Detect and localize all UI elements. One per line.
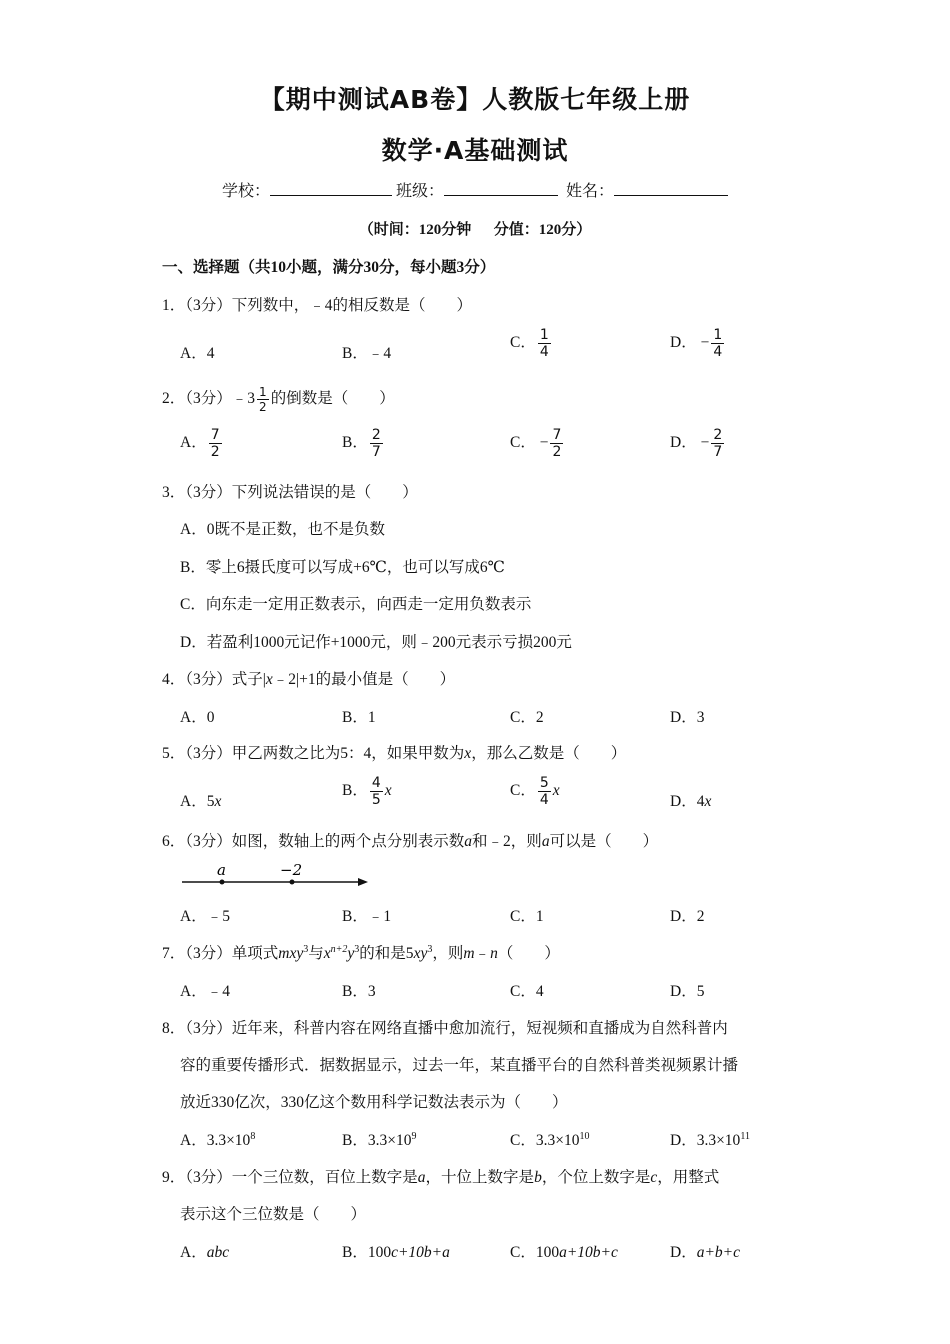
q3-option-b[interactable]: B．零上6摄氏度可以写成+6℃，也可以写成6℃	[180, 559, 506, 576]
q3-option-d[interactable]: D．若盈利1000元记作+1000元，则﹣200元表示亏损200元	[180, 634, 572, 651]
q8-option-b[interactable]: B．$3.3\times 10^9$	[342, 1130, 417, 1149]
q1-option-c[interactable]: C． $\frac{1}{4}$	[510, 327, 549, 360]
question-5: 5．（3分）甲乙两数之比为5：4，如果甲数为x，那么乙数是（ ）	[162, 745, 627, 762]
q9-option-b[interactable]: B．100c+10b+a	[342, 1244, 450, 1261]
title-line-1: 【期中测试AB卷】人教版七年级上册	[259, 85, 691, 114]
question-2: 2．（3分）﹣3 $\frac{1}{2}$ 的倒数是（ ）	[162, 385, 395, 414]
q1-option-b[interactable]: B．﹣4	[342, 345, 392, 362]
q4-option-b[interactable]: B．1	[342, 709, 376, 726]
q9-option-d[interactable]: D．a+b+c	[670, 1244, 741, 1261]
q6-option-c[interactable]: C．1	[510, 908, 544, 925]
question-3: 3．（3分）下列说法错误的是（ ）	[162, 484, 418, 501]
q5-option-b[interactable]: B． $\frac{4}{5}$ x	[342, 775, 392, 808]
question-8-line-3: 放近330亿次，330亿这个数用科学记数法表示为（ ）	[180, 1094, 568, 1111]
q7-option-b[interactable]: B．3	[342, 983, 376, 1000]
q3-option-c[interactable]: C．向东走一定用正数表示，向西走一定用负数表示	[180, 596, 532, 613]
school-label: 学校：	[221, 183, 270, 200]
q4-option-a[interactable]: A．0	[180, 709, 215, 726]
class-label: 班级：	[395, 183, 444, 200]
question-7: 7．（3分）单项式mxy$^3$与$x^{n+2}y^3$的和是$5xy^3$，则m﹣n（ ）	[162, 943, 560, 962]
question-9: 9．（3分）一个三位数，百位上数字是a，十位上数字是b，个位上数字是c，用整式	[162, 1169, 720, 1186]
question-1: 1．（3分）下列数中，﹣4的相反数是（ ）	[162, 297, 473, 314]
q2-option-b[interactable]: B． $\frac{2}{7}$	[342, 427, 381, 460]
student-info-line	[0, 178, 950, 201]
point-minus-2	[290, 880, 295, 885]
question-6: 6．（3分）如图，数轴上的两个点分别表示数a和﹣2，则a可以是（ ）	[162, 833, 659, 850]
q2-option-c[interactable]: C． − $\frac{7}{2}$	[510, 427, 562, 460]
school-blank[interactable]	[270, 181, 392, 196]
q8-option-c[interactable]: C．$3.3\times 10^{10}$	[510, 1130, 590, 1149]
label-minus-2: −2	[280, 861, 303, 879]
section-heading-choice: 一、选择题（共10小题，满分30分，每小题3分）	[162, 259, 496, 276]
question-8-line-2: 容的重要传播形式．据数据显示，过去一年，某直播平台的自然科普类视频累计播	[180, 1057, 739, 1074]
q2-option-a[interactable]: A． $\frac{7}{2}$	[180, 427, 220, 460]
q4-option-c[interactable]: C．2	[510, 709, 544, 726]
name-label: 姓名：	[566, 183, 615, 200]
q4-option-d[interactable]: D．3	[670, 709, 705, 726]
name-blank[interactable]	[614, 181, 728, 196]
q9-option-a[interactable]: A．abc	[180, 1244, 230, 1261]
q6-option-d[interactable]: D．2	[670, 908, 705, 925]
point-a	[220, 880, 225, 885]
label-a: a	[217, 861, 226, 879]
q7-option-c[interactable]: C．4	[510, 983, 544, 1000]
q7-option-d[interactable]: D．5	[670, 983, 705, 1000]
question-9-line-2: 表示这个三位数是（ ）	[180, 1206, 367, 1223]
q7-option-a[interactable]: A．﹣4	[180, 983, 230, 1000]
q3-option-a[interactable]: A．0既不是正数，也不是负数	[180, 521, 385, 538]
q5-option-a[interactable]: A．5x	[180, 793, 222, 810]
question-4: 4．（3分）式子|x﹣2|+1的最小值是（ ）	[162, 671, 456, 688]
q9-option-c[interactable]: C．100a+10b+c	[510, 1244, 618, 1261]
title-line-2: 数学·A基础测试	[381, 136, 569, 165]
number-line-figure	[180, 860, 375, 892]
number-line-arrow	[358, 878, 368, 886]
time-and-score-info: （时间：120分钟 分值：120分）	[358, 222, 592, 238]
q1-option-a[interactable]: A．4	[180, 345, 215, 362]
q5-option-d[interactable]: D．4x	[670, 793, 712, 810]
question-8: 8．（3分）近年来，科普内容在网络直播中愈加流行，短视频和直播成为自然科普内	[162, 1020, 728, 1037]
q2-option-d[interactable]: D． − $\frac{2}{7}$	[670, 427, 723, 460]
q1-option-d[interactable]: D． − $\frac{1}{4}$	[670, 327, 723, 360]
q6-option-b[interactable]: B．﹣1	[342, 908, 392, 925]
q8-option-d[interactable]: D．$3.3\times 10^{11}$	[670, 1130, 750, 1149]
q8-option-a[interactable]: A．$3.3\times 10^8$	[180, 1130, 256, 1149]
q5-option-c[interactable]: C． $\frac{5}{4}$ x	[510, 775, 560, 808]
class-blank[interactable]	[444, 181, 558, 196]
q6-option-a[interactable]: A．﹣5	[180, 908, 230, 925]
